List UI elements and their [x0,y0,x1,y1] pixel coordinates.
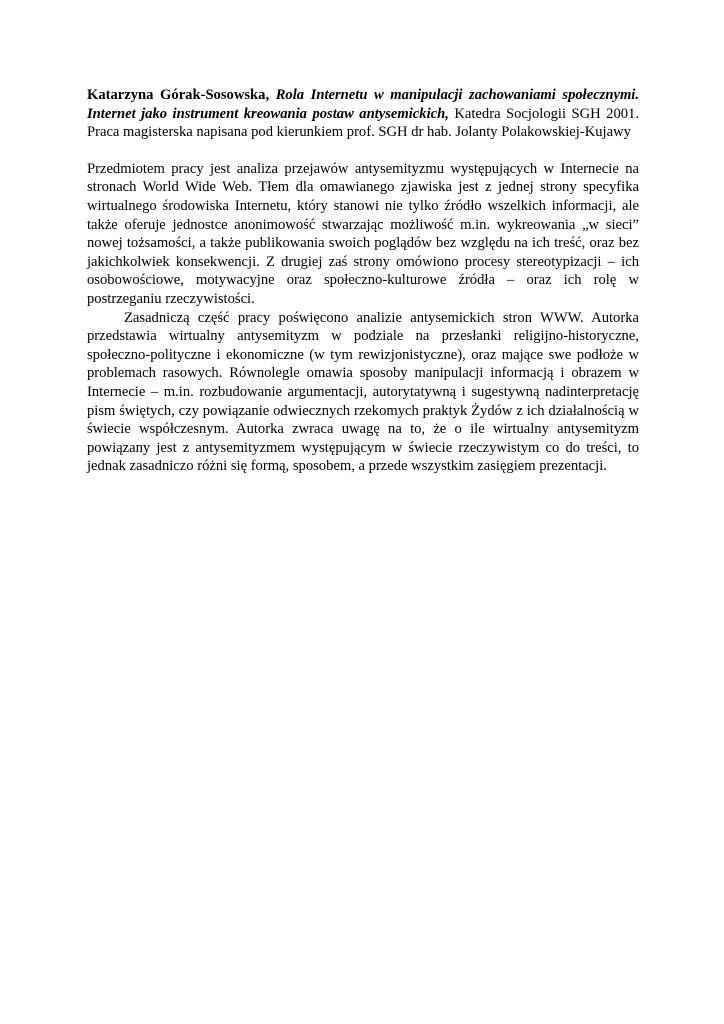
abstract-paragraph-2: Zasadniczą część pracy poświęcono analizie antysemickich stron WWW. Autorka przedstawia wirtualny antysemityzm w podziale na przesłanki religijno-historyczne, społeczno-polityczne i ekonomiczne (w tym rewizjonistyczne), oraz mające swe podłoże w problemach rasowych. Równolegle omawia sposoby manipulacji informacją i obrazem w Internecie – m.in. rozbudowanie argumentacji, autorytatywną i sugestywną nadinterpretację pism świętych, czy powiązanie odwiecznych rzekomych praktyk Żydów z ich działalnością w świecie współczesnym. Autorka zwraca uwagę na to, że o ile wirtualny antysemityzm powiązany jest z antysemityzmem występującym w świecie rzeczywistym co do treści, to jednak zasadniczo różni się formą, sposobem, a przede wszystkim zasięgiem prezentacji. [87,309,639,475]
citation [87,86,639,142]
citation-details: Katedra Socjologii SGH 2001. Praca magisterska napisana pod kierunkiem prof. SGH dr hab. Jolanty Polakowskiej-Kujawy [87,105,639,141]
thesis-title: Rola Internetu w manipulacji zachowaniami społecznymi. Internet jako instrument kreowania postaw antysemickich, [87,87,640,122]
document-page [87,86,639,476]
abstract [87,160,639,476]
author-name: Katarzyna Górak-Sosowska, [87,87,270,103]
abstract-paragraph-1: Przedmiotem pracy jest analiza przejawów antysemityzmu występujących w Internecie na stronach World Wide Web. Tłem dla omawianego zjawiska jest z jednej strony specyfika wirtualnego środowiska Internetu, który stanowi nie tylko źródło wszelkich informacji, ale także oferuje jednostce anonimowość stwarzając możliwość m.in. wykreowania „w sieci” nowej tożsamości, a także publikowania swoich poglądów bez względu na ich treść, oraz bez jakichkolwiek konsekwencji. Z drugiej zaś strony omówiono procesy stereotypizacji – ich osobowościowe, motywacyjne oraz społeczno-kulturowe źródła – oraz ich rolę w postrzeganiu rzeczywistości. [87,160,639,307]
